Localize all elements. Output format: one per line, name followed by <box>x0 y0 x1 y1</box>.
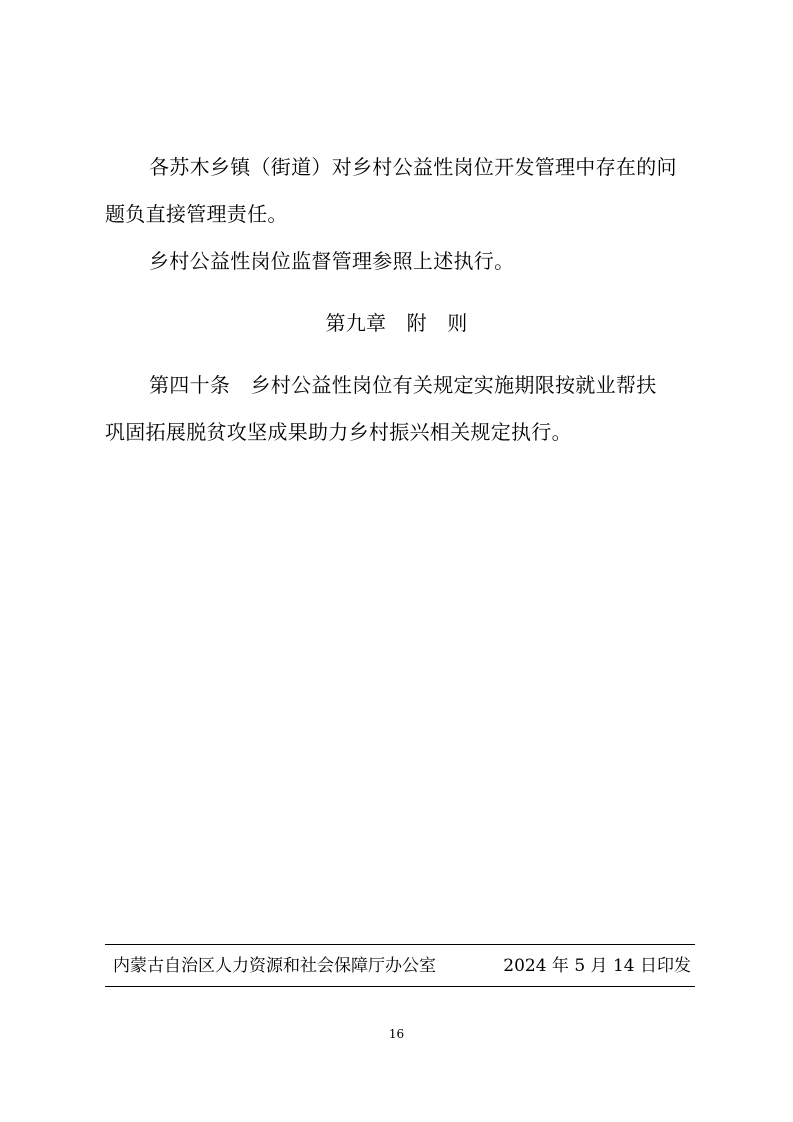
chapter-heading: 第九章 附 则 <box>325 311 468 335</box>
issuing-office: 内蒙古自治区人力资源和社会保障厅办公室 <box>113 956 436 976</box>
paragraph-line: 各苏木乡镇（街道）对乡村公益性岗位开发管理中存在的问 <box>149 155 677 179</box>
paragraph-line: 乡村公益性岗位监督管理参照上述执行。 <box>149 249 515 273</box>
paragraph-line: 巩固拓展脱贫攻坚成果助力乡村振兴相关规定执行。 <box>105 420 572 444</box>
footer-imprint <box>113 953 691 979</box>
article-paragraph <box>105 362 695 456</box>
body-paragraph <box>105 144 695 238</box>
footer-bottom-rule <box>105 986 695 987</box>
page-number: 16 <box>388 1027 405 1041</box>
footer-top-rule <box>105 944 695 945</box>
print-date: 2024 年 5 月 14 日印发 <box>503 956 691 976</box>
paragraph-line: 第四十条 乡村公益性岗位有关规定实施期限按就业帮扶 <box>149 373 657 397</box>
body-paragraph <box>105 238 695 285</box>
paragraph-line: 题负直接管理责任。 <box>105 202 288 226</box>
